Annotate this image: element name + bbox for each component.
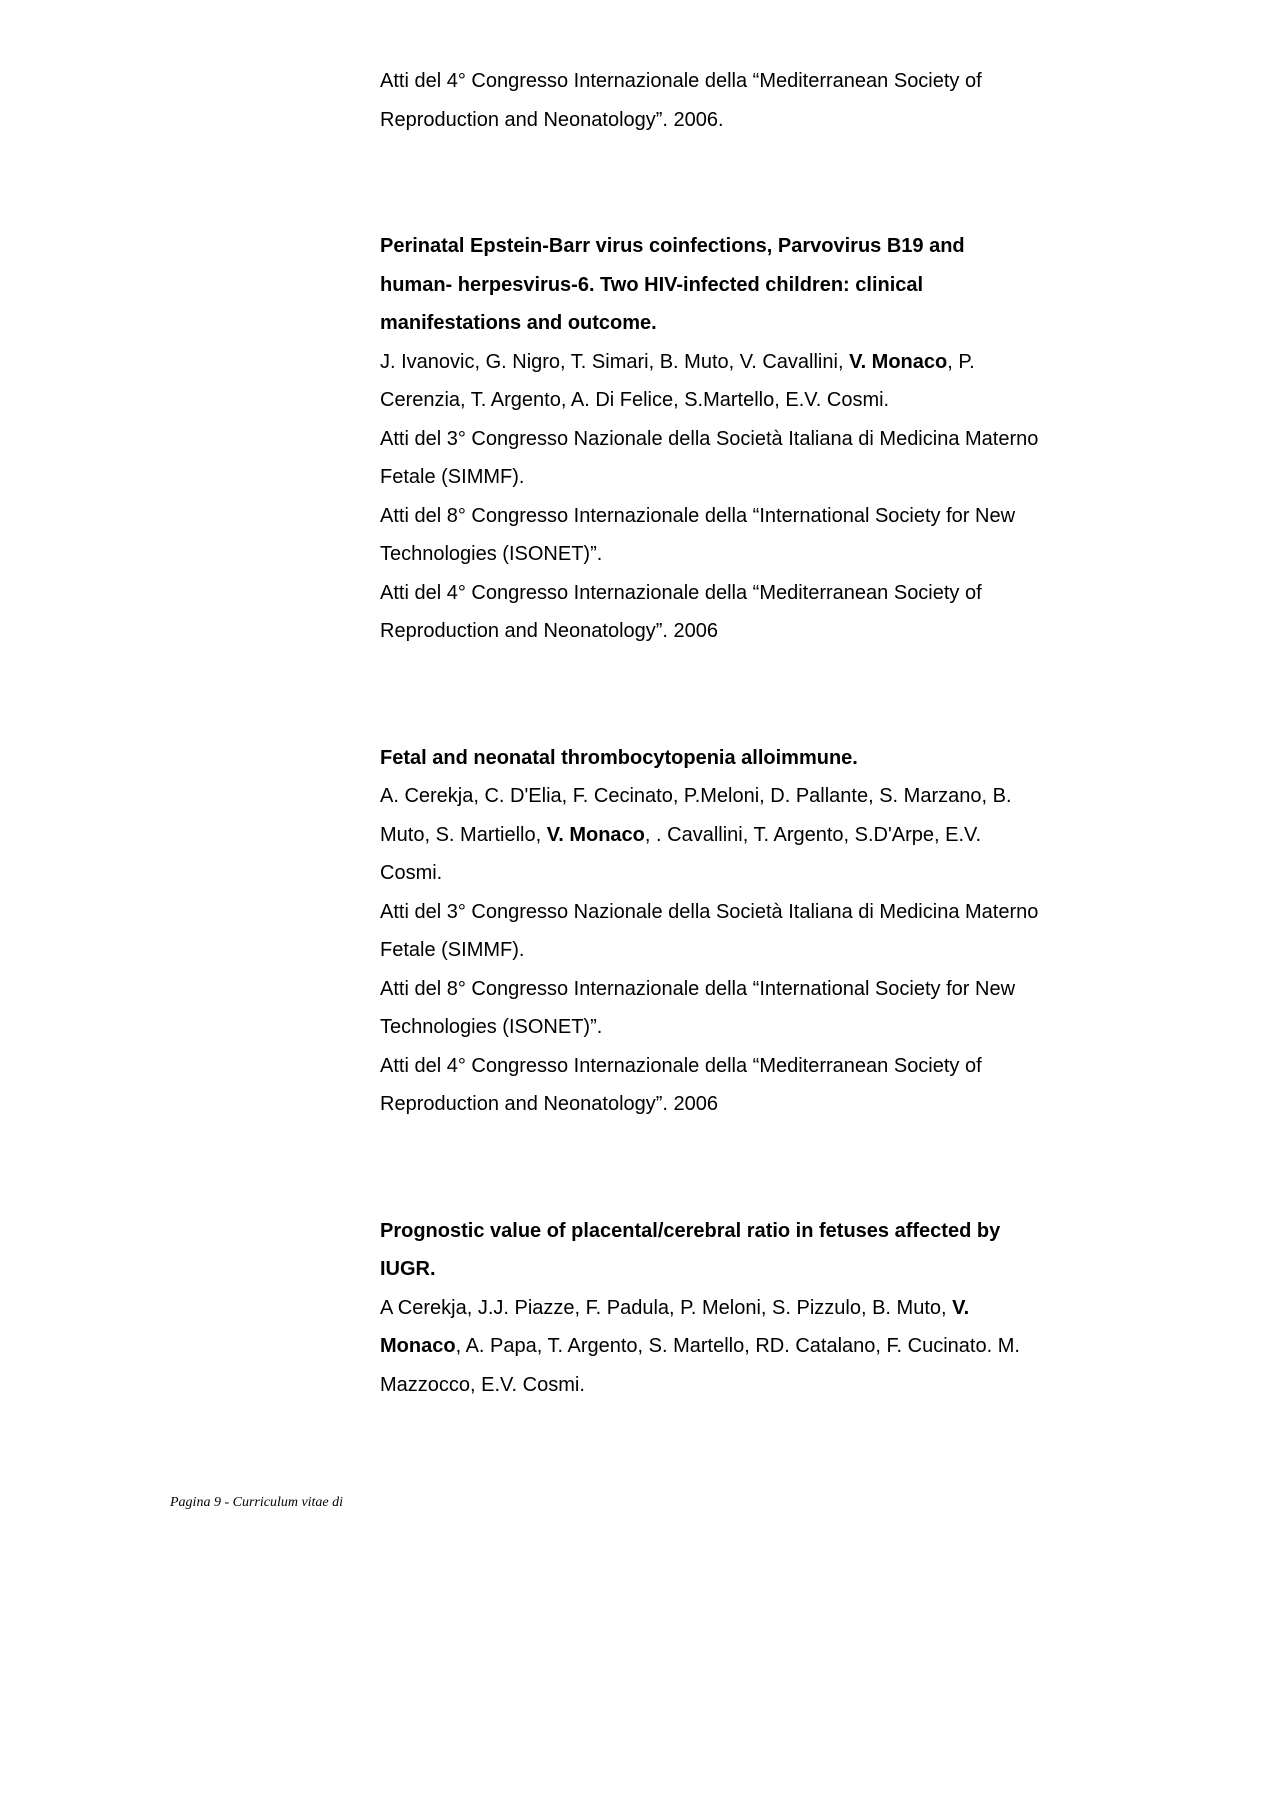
reference-line: Atti del 3° Congresso Nazionale della Società Italiana di Medicina Materno Fetale (SIMMF).: [380, 427, 1039, 488]
intro-reference-line: Atti del 4° Congresso Internazionale della “Mediterranean Society of Reproduction and Neonatology”. 2006.: [380, 70, 982, 131]
reference-line: Atti del 4° Congresso Internazionale della “Mediterranean Society of Reproduction and Neonatology”. 2006: [380, 1054, 982, 1115]
publication-entry: [380, 1212, 1040, 1405]
author-highlight: V. Monaco: [849, 350, 948, 373]
author-highlight: V. Monaco: [380, 1296, 970, 1357]
reference-line: Atti del 3° Congresso Nazionale della Società Italiana di Medicina Materno Fetale (SIMMF).: [380, 900, 1039, 961]
author-text: , . Cavallini, T. Argento, S.D'Arpe, E.V. Cosmi.: [380, 823, 982, 884]
publication-authors: [380, 343, 1040, 420]
publication-title: Prognostic value of placental/cerebral ratio in fetuses affected by IUGR.: [380, 1219, 1001, 1280]
reference-line: Atti del 4° Congresso Internazionale della “Mediterranean Society of Reproduction and Neonatology”. 2006: [380, 581, 982, 642]
author-text: A. Cerekja, C. D'Elia, F. Cecinato, P.Meloni, D. Pallante, S. Marzano, B. Muto, S. Martiello,: [380, 785, 1012, 846]
publication-title: Fetal and neonatal thrombocytopenia alloimmune.: [380, 746, 858, 769]
publications-list: [380, 62, 1040, 1404]
page-footer: Pagina 9 - Curriculum vitae di: [170, 1495, 344, 1510]
publication-entry: [380, 227, 1040, 651]
publication-authors: [380, 777, 1040, 893]
author-text: A Cerekja, J.J. Piazze, F. Padula, P. Meloni, S. Pizzulo, B. Muto,: [380, 1296, 953, 1319]
author-text: , P. Cerenzia, T. Argento, A. Di Felice, S.Martello, E.V. Cosmi.: [380, 350, 975, 411]
publication-entry: [380, 739, 1040, 1124]
reference-line: Atti del 8° Congresso Internazionale della “International Society for New Technologies (ISONET)”.: [380, 977, 1016, 1038]
reference-line: Atti del 8° Congresso Internazionale della “International Society for New Technologies (ISONET)”.: [380, 504, 1016, 565]
author-highlight: V. Monaco: [546, 823, 645, 846]
author-text: J. Ivanovic, G. Nigro, T. Simari, B. Muto, V. Cavallini,: [380, 350, 850, 373]
author-text: , A. Papa, T. Argento, S. Martello, RD. Catalano, F. Cucinato. M. Mazzocco, E.V. Cosmi.: [380, 1335, 1020, 1396]
publication-title: Perinatal Epstein-Barr virus coinfections, Parvovirus B19 and human- herpesvirus-6. Two HIV-infected children: clinical manifestations and outcome.: [380, 235, 965, 334]
publication-authors: [380, 1289, 1040, 1405]
